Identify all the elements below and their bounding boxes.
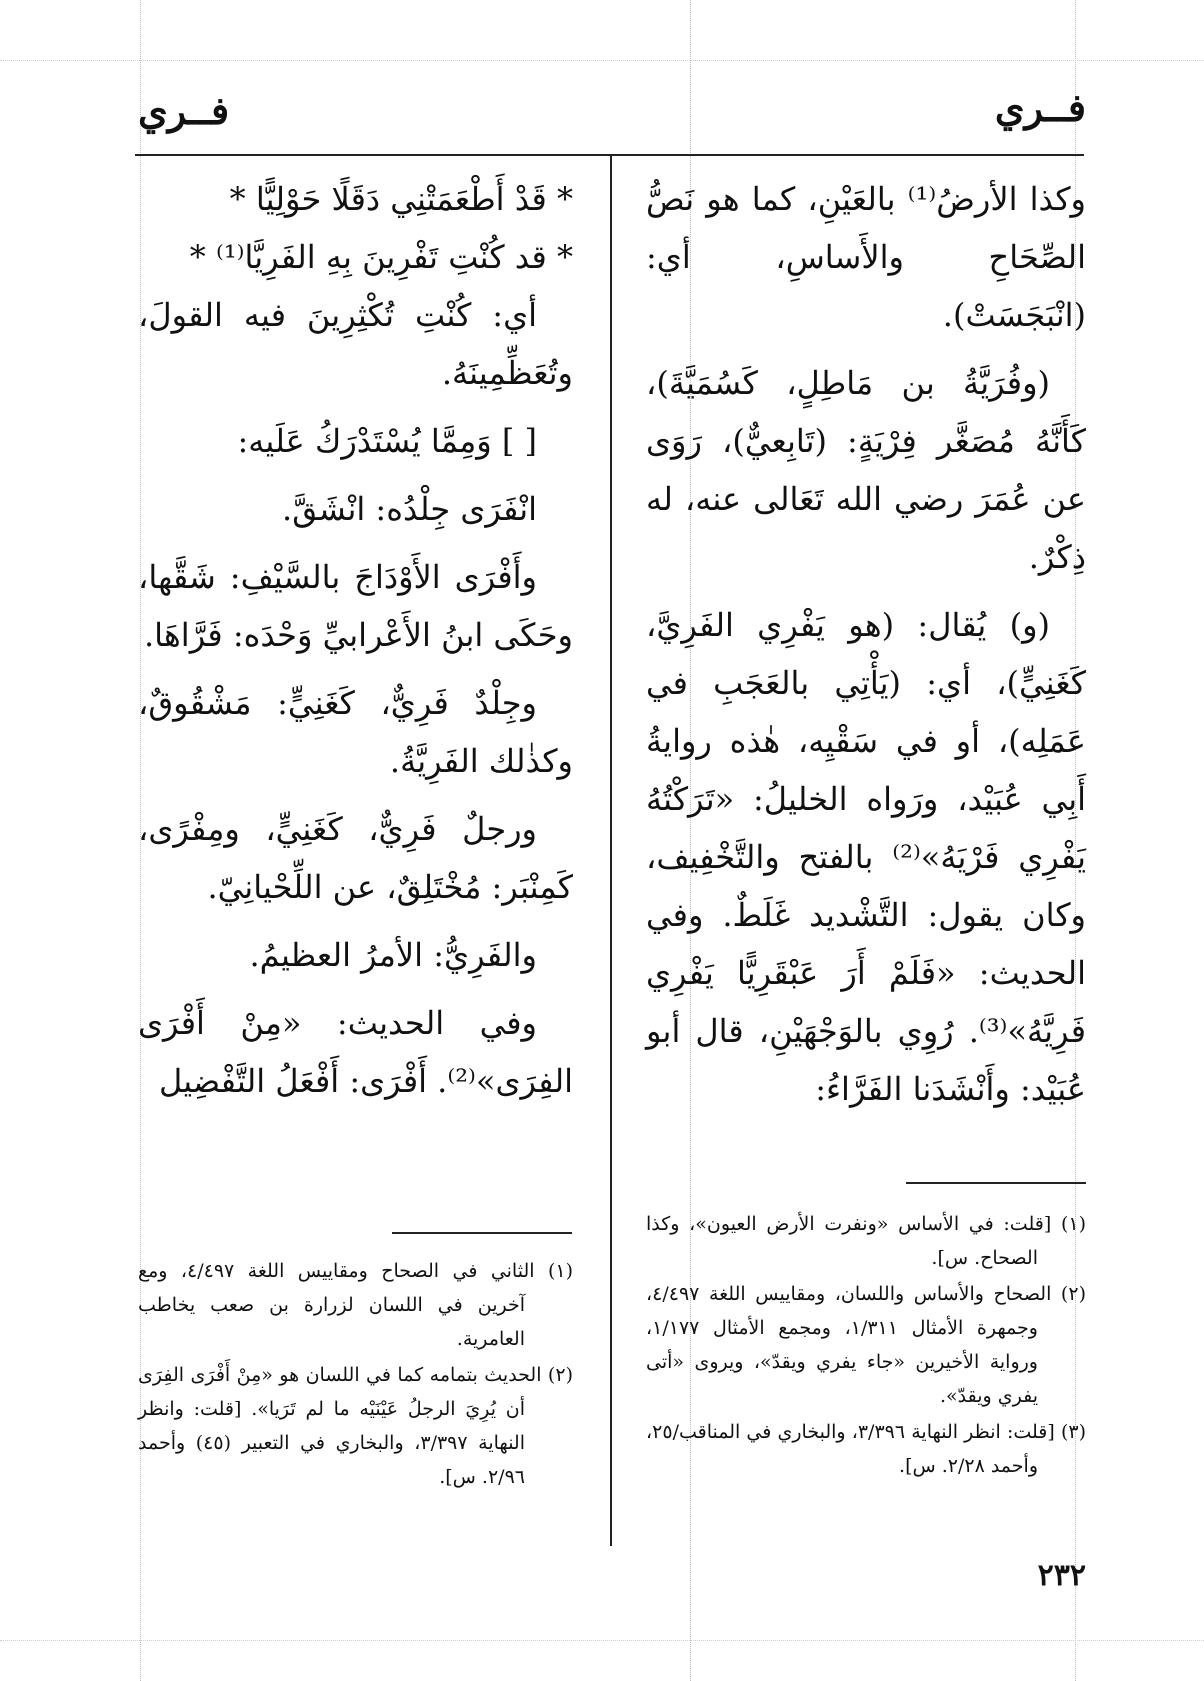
paragraph: وفي الحديث: «مِنْ أَفْرَى الفِرَى»⁽²⁾. أَفْرَى: أَفْعَلُ التَّفْضِيل — [138, 1004, 573, 1100]
footnote: (١) [قلت: في الأساس «ونفرت الأرض العيون»، وكذا الصحاح. س]. — [646, 1213, 1086, 1269]
page-number: ٢٣٢ — [1037, 1558, 1086, 1593]
footnote: (٣) [قلت: انظر النهاية ٣/٣٩٦، والبخاري في المناقب/٢٥، وأحمد ٢/٢٨. س]. — [646, 1421, 1087, 1477]
footnotes-right — [646, 1207, 1086, 1485]
paragraph: (و) يُقال: (هو يَفْرِي الفَرِيَّ، كَغَنِيٍّ)، أي: (يَأْتِي بالعَجَبِ في عَمَلِه)، أو في سَقْيِه، هٰذه روايةُ أَبِي عُبَيْد، ورَواه الخليلُ: «تَرَكْتُهُ يَفْرِي فَرْيَهُ»⁽²⁾ بالفتح والتَّخْفِيف، وكان يقول: التَّشْديد غَلَطٌ. وفي الحديث: «فَلَمْ أَرَ عَبْقَرِيًّا يَفْرِي فَرِيَّهُ»⁽³⁾. رُوِي بالوَجْهَيْنِ، قال أبو عُبَيْد: وأَنْشَدَنا الفَرَّاءُ: — [646, 606, 1087, 1108]
paragraph: [ ] وَمِمَّا يُسْتَدْرَكُ عَلَيه: — [237, 422, 537, 460]
paragraph: وأَفْرَى الأَوْدَاجَ بالسَّيْفِ: شَقَّها، وحَكَى ابنُ الأَعْرابيِّ وَحْدَه: فَرَّاهَا. — [138, 558, 573, 654]
footnote-rule — [392, 1232, 572, 1234]
paragraph: وجِلْدٌ فَرِيٌّ، كَغَنِيٍّ: مَشْقُوقٌ، وكذٰلك الفَرِيَّةُ. — [138, 684, 573, 780]
footnotes-left — [138, 1254, 573, 1496]
verse-line: * قد كُنْتِ تَفْرِينَ بِهِ الفَرِيَّا⁽¹⁾ * — [189, 238, 573, 276]
column-divider — [610, 156, 612, 1546]
paragraph: وكذا الأرضُ⁽¹⁾ بالعَيْنِ، كما هو نَصُّ الصِّحَاحِ والأَساسِ، أي: (انْبَجَسَتْ). — [646, 180, 1087, 334]
paragraph: والفَرِيُّ: الأمرُ العظيمُ. — [249, 936, 537, 974]
scan-guide-line — [0, 60, 1204, 61]
running-header-left: فــري — [138, 88, 230, 133]
scan-guide-line — [0, 1640, 1204, 1641]
verse-line: * قَدْ أَطْعَمَتْنِي دَقَلًا حَوْلِيًّا * — [229, 180, 573, 218]
paragraph: (وفُرَيَّةُ بن مَاطِلٍ، كَسُمَيَّةَ)، كَأَنَّهُ مُصَغَّر فِرْيَةٍ: (تَابِعيٌّ)، رَوَى عن عُمَرَ رضي الله تَعَالى عنه، له ذِكْرٌ. — [646, 364, 1086, 576]
footnote: (٢) الحديث بتمامه كما في اللسان هو «مِنْ أَفْرَى الفِرَى أن يُرِيَ الرجلُ عَيْنَيْه ما لم تَرَيا». [قلت: وانظر النهاية ٣/٣٩٧، والبخاري في التعبير (٤٥) وأحمد ٢/٩٦. س]. — [138, 1364, 573, 1488]
paragraph: أي: كُنْتِ تُكْثِرِينَ فيه القولَ، وتُعَظِّمِينَهُ. — [138, 296, 573, 392]
paragraph: ورجلٌ فَرِيٌّ، كَغَنِيٍّ، ومِفْرًى، كَمِنْبَر: مُخْتَلِقٌ، عن اللِّحْيانِيّ. — [138, 810, 573, 906]
footnote: (١) الثاني في الصحاح ومقاييس اللغة ٤/٤٩٧، ومع آخرين في اللسان لزرارة بن صعب يخاطب العامرية. — [138, 1260, 573, 1350]
right-column — [646, 170, 1086, 1128]
footnote: (٢) الصحاح والأساس واللسان، ومقاييس اللغة ٤/٤٩٧، وجمهرة الأمثال ١/٣١١، ومجمع الأمثال ١/١٧٧، ورواية الأخيرين «جاء يفري ويقدّ»، ويروى «أتى يفري ويقدّ». — [646, 1283, 1086, 1407]
left-column — [138, 170, 573, 1120]
footnote-rule — [906, 1182, 1086, 1184]
running-header-right: فــري — [994, 85, 1086, 130]
paragraph: انْفَرَى جِلْدُه: انْشَقَّ. — [282, 490, 537, 528]
